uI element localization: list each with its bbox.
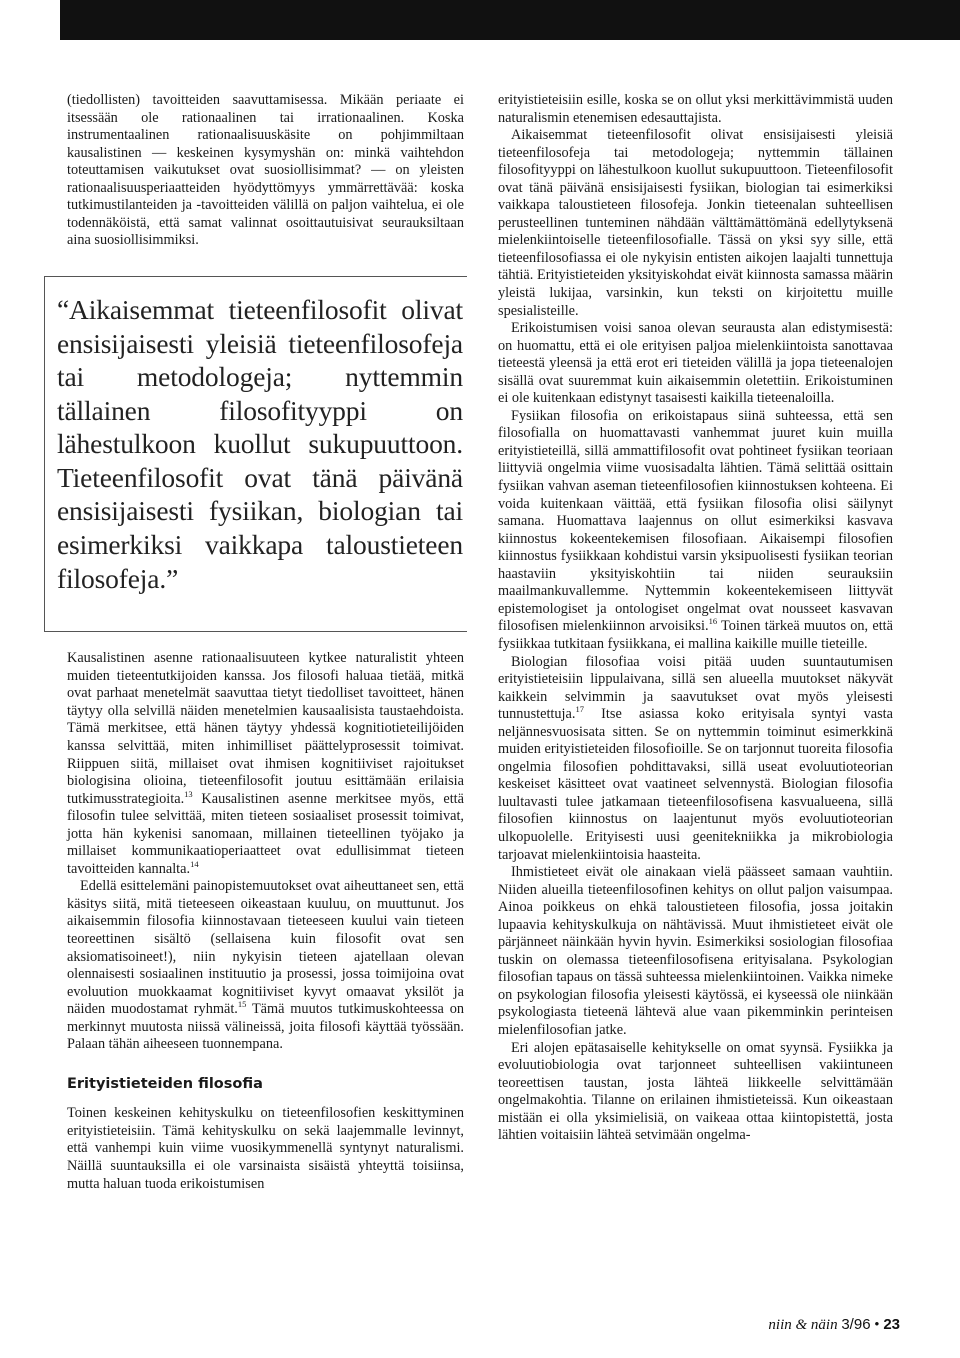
issue-number: 3/96 [841, 1316, 871, 1333]
top-black-bar [60, 0, 960, 40]
paragraph: Toinen keskeinen kehityskulku on tieteenfilosofien keskittyminen erityistieteisiin. Tämä kehityskulku on sekä laajemmalle levinnyt, että vanhempi kuin viime vuosikymmenellä syntynyt naturalismi. Näillä suuntauksilla ei ole varsinaista sisäistä yhteyttä toisiinsa, mutta haluan tuoda erikoistumisen [67, 1105, 464, 1192]
magazine-name: niin & näin [768, 1317, 838, 1333]
footnote-ref: 15 [237, 999, 247, 1010]
footnote-ref: 17 [575, 704, 584, 715]
paragraph: erityistieteisiin esille, koska se on ollut yksi merkittävimmistä uuden naturalismin etenemisen edesauttajista. [498, 92, 893, 126]
paragraph: Biologian filosofiaa voisi pitää uuden suuntautumisen erityistieteisiin lippulaivana, sillä sen alueella muutokset näkyvät kaikkein selvimmin ja saavutukset ovat myös yleisesti tunnustettuja.$^{17}$ Itse asiassa koko erityisala syntyi vasta neljännesvuosisata sitten. Se on nyttemmin toiminut esimerkkinä muiden erityistieteiden filosofioille. Se on tarjonnut tuoreita filosofia ongelmia filosofien pohdittavaksi, sillä useat evoluutioteorian keskeiset käsitteet ovat vaatineet selvennystä. Biologian filosofia luultavasti tulee jatkamaan tieteenfilosofisena kasvualueena, sillä filosofien kiinnostus on laajentunut myös evoluutioteorian ulkopuolelle. Erityisesti uusi geenitekniikka ja mikrobiologia tarjoavat mielenkiintoisia haasteita. [498, 653, 893, 863]
right-column [498, 92, 893, 1145]
paragraph: Fysiikan filosofia on erikoistapaus siinä suhteessa, että sen filosofialla on huomattavasti vanhemmat juuret kuin muilla erityistieteillä, sillä ammattifilosofit ovat pohtineet fysiikan teoriaan liittyviä ongelmia viime vuosisadalta lähtien. Tämä selittää osittain fysiikan vahvan aseman tieteenfilosofien kiinnostuksen kohteena. Ei voida kuitenkaan väittää, että fysiikan filosofia olisi säilynyt samana. Huomattava laajennus on ollut esimerkiksi kasvava kiinnostus kokeentekemisen filosofiaan. Aikaisempi filosofien kiinnostus fysiikkaan kohdistui varsin yksipuolisesti fysiikan teorian haastaviin yksityiskohtiin tai niiden seurauksiin maailmankuvallemme. Nyttemmin kokeentekemiseen liittyvät epistemologiset ja ontologiset ongelmat ovat nousseet kasvavan filosofisen mielenkiinnon arvoisiksi.$^{16}$ Toinen tärkeä muutos on, että fysiikkaa tutkitaan fysiikkana, ei mallina kaikille muille tieteille. [498, 407, 893, 652]
page-number: 23 [883, 1316, 900, 1333]
paragraph: Aikaisemmat tieteenfilosofit olivat ensisijaisesti yleisiä tieteenfilosofeja tai metodologeja; nyttemmin tällainen filosofityyppi on lähestulkoon kuollut sukupuuttoon. Tieteenfilosofit ovat tänä päivänä ensisijaisesti fysiikan, biologian tai esimerkiksi vaikkapa taloustieteen filosofeja. Jonkin tieteenalan suhteellisen perusteellinen tunteminen nähdään välttämättömänä edellytyksenä mielenkiintoiselle tieteenfilosofialle. Tässä on yksi syy sille, että tieteenfilosofiassa ei ole nykyisin entisten aikojen laajalti tunnettuja tähtiä. Erityistieteiden yksityiskohdat eivät kiinnosta samassa määrin yleistä lukijaa, varsinkin, kun teksti on kirjoitettu muille spesialisteille. [498, 127, 893, 319]
paragraph: Edellä esittelemäni painopistemuutokset ovat aiheuttaneet sen, että käsitys siitä, mitä tieteeseen oikeastaan kuuluu, on muuttunut. Jos aikaisemmin filosofia kiinnostavaan tieteeseen kuului vain tieteen teoreettinen sisältö (sellaisena kuin filosofit ovat sen aksiomatisoineet!), niin nykyisin tieteen ajatellaan olevan olennaisesti sosiaalinen instituutio ja prosessi, jossa toimijoina ovat evoluution muokkaamat kognitiiviset kyvyt omaavat yksilöt ja näiden muodostamat ryhmät.$^{15}$ Tämä muutos tutkimuskohteessa on merkinnyt muutosta niissä välineissä, joita filosofi käyttää työssään. Palaan tähän aiheeseen tuonnempana. [67, 878, 464, 1053]
paragraph: Erikoistumisen voisi sanoa olevan seurausta alan edistymisestä: on huomattu, että ei ole erityisen paljoa mielenkiintoista sanottavaa tieteestä yleensä ja että erot eri tieteiden välillä ja jopa tieteenalojen sisällä ovat suuremmat kuin aikaisemmin oletettiin. Erikoistuminen ei ole kuitenkaan edistynyt tasaisesti kaikilla tieteenaloilla. [498, 320, 893, 407]
bullet-separator: • [874, 1317, 880, 1333]
footnote-ref: 13 [184, 788, 193, 799]
paragraph: Eri alojen epätasaiselle kehitykselle on omat syynsä. Fysiikka ja evoluutiobiologia ovat tarjonneet suhteellisen vakiintuneen teoreettisen taustan, josta lähteä liikkeelle selvittämään ongelmakohtia. Tilanne on erilainen ihmistieteissä. Kun oikeastaan mistään ei olla yksimielisiä, on vaikeaa ottaa kiintopistettä, josta lähtien voitaisiin lähteä setvimään ongelma- [498, 1039, 893, 1144]
paragraph: Kausalistinen asenne rationaalisuuteen kytkee naturalistit yhteen muiden tieteentutkijoiden kanssa. Jos filosofi haluaa tietää, mitkä ovat parhaat menetelmät saavuttaa tietyt tiedolliset tavoitteet, hänen täytyy olla selvillä näiden menetelmien kausaalisista taustaehdoista. Tämä merkitsee, että hänen täytyy yhdessä kognitiotieteilijöiden kanssa selvittää, miten inhimilliset päättelyprosessit toimivat. Riippuen siitä, millaiset ovat ihmisen kognitiiviset rajoitukset biologisina olioina, tieteenfilosofit joutuu esittämään erilaisia tutkimusstrategioita.$^{13}$ Kausalistinen asenne merkitsee myös, että filosofin tulee selvittää, miten tieteen sosiaaliset prosessit toimivat, jotta hän kykenisi sanomaan, millainen tieteellinen työjako ja millaiset kommunikaatioperiaatteet ovat edullisimmat tieteen tavoitteiden kannalta.$^{14}$ [67, 650, 464, 877]
footnote-ref: 16 [708, 616, 718, 627]
section-heading: Erityistieteiden filosofia [67, 1075, 263, 1092]
footnote-ref: 14 [190, 859, 199, 870]
paragraph: (tiedollisten) tavoitteiden saavuttamisessa. Mikään periaate ei itsessään ole rationaalinen tai irrationaalinen. Koska instrumentaalinen rationaalisuuskäsite on pohjimmiltaan kausalistinen — keskeinen kysymyshän on: minkä vaihtehdon toteuttamisen vaikutukset ovat suosiollisimmat? — on yleisten rationaalisuusperiaatteiden hyödyttömyys ymmärrettävää: koska tutkimustilanteiden ja -tavoitteiden välillä on paljon vaihtelua, ei ole todennäköistä, että samat valinnat osoittautuisivat seurauksiltaan aina suosiollisimmiksi. [67, 92, 464, 249]
pull-quote-text: “Aikaisemmat tieteenfilosofit olivat ensisijaisesti yleisiä tieteenfilosofeja tai metodologeja; nyttemmin tällainen filosofityyppi on lähestulkoon kuollut sukupuuttoon. Tieteenfilosofit ovat tänä päivänä ensisijaisesti fysiikan, biologian tai esimerkiksi vaikkapa taloustieteen filosofeja.” [57, 293, 463, 594]
left-column [57, 92, 464, 1193]
pull-quote [44, 276, 467, 632]
paragraph: Ihmistieteet eivät ole ainakaan vielä päässeet samaan vauhtiin. Niiden alueilla tieteenfilosofinen kehitys on ollut paljon vaisumpaa. Ainoa poikkeus on ehkä taloustieteen filosofia, jossa joitakin lupaavia kehityskulkuja on nähtävissä. Muut ihmistieteet eivät ole pärjänneet näinkään hyvin hyvin. Esimerkiksi sosiologian filosofiaa tuskin on olemassa tieteenfilosofisena erityisalana. Psykologian filosofian tapaus on tässä suhteessa mielenkiintoinen. Vaikka nimeke on psykologian filosofia yleisesti käytössä, ei kyseessä ole niinkään psykologiasta tieteenä lähtevä alue vaan pikemminkin perinteisen mielenfilosofian jatke. [498, 864, 893, 1038]
page-footer [768, 1316, 900, 1334]
